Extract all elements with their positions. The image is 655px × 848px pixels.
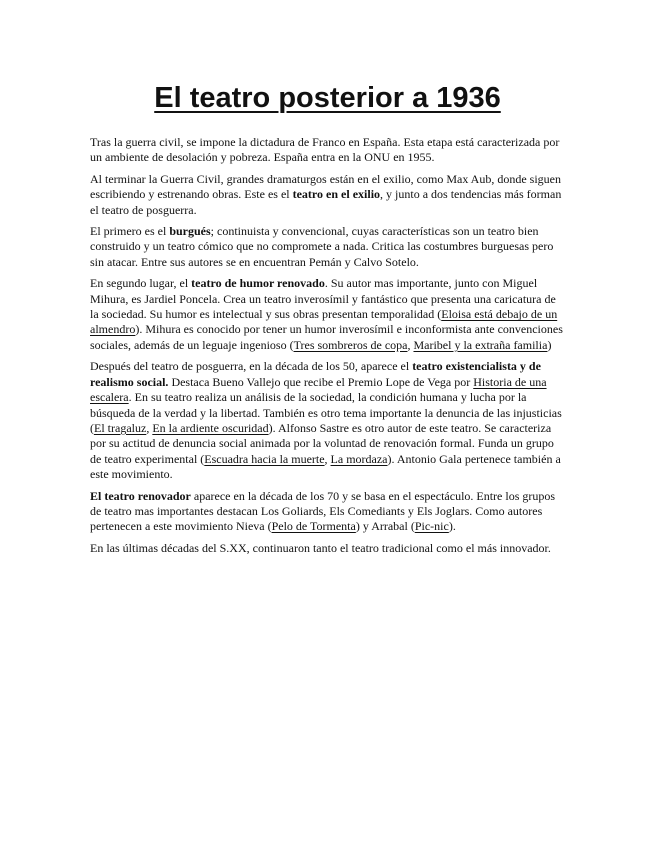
work-title: En la ardiente oscuridad [152, 420, 269, 435]
text-run: En segundo lugar, el [90, 276, 192, 291]
paragraph-1 [90, 135, 565, 166]
work-title: Eloisa está debajo de un almendro [90, 307, 558, 337]
bold-term: El teatro renovador [90, 488, 191, 503]
text-run: , [146, 420, 153, 435]
text-run: , [324, 451, 331, 466]
text-run: , y junto a dos tendencias más forman el teatro de posguerra. [90, 187, 562, 217]
paragraph-7 [90, 541, 565, 556]
bold-term: burgués [169, 224, 211, 239]
work-title: Historia de una escalera [90, 374, 547, 405]
text-run: ). Antonio Gala pertenece también a este movimiento. [90, 451, 561, 482]
text-run: , [407, 337, 414, 352]
text-run: Al terminar la Guerra Civil, grandes dramaturgos están en el exilio, como Max Aub, donde siguen escribiendo y estrenando obras. Este es el [90, 171, 561, 202]
bold-term: teatro existencialista y de realismo social. [90, 359, 541, 389]
work-title: Tres sombreros de copa [293, 337, 408, 352]
text-run: . En su teatro realiza un análisis de la sociedad, la condición humana y lucha por la búsqueda de la verdad y la libertad. También es otro tema importante la denuncia de las injusticias ( [90, 390, 562, 435]
work-title: El tragaluz [94, 420, 147, 435]
paragraph-6 [90, 489, 565, 535]
paragraph-3 [90, 224, 565, 270]
text-run: Después del teatro de posguerra, en la década de los 50, aparece el [90, 359, 413, 374]
work-title: Escuadra hacia la muerte [204, 451, 325, 466]
document-body [90, 135, 565, 562]
paragraph-2 [90, 172, 565, 218]
bold-term: teatro en el exilio [292, 187, 381, 202]
work-title: Maribel y la extraña familia [413, 337, 548, 352]
work-title: La mordaza [330, 451, 388, 466]
text-run: ). [448, 519, 456, 534]
text-run: aparece en la década de los 70 y se basa en el espectáculo. Entre los grupos de teatro mas importantes destacan Los Goliards, Els Comediants y Els Joglars. Como autores pertenecen a este movimiento Nieva ( [90, 488, 556, 534]
work-title: Pelo de Tormenta [271, 519, 356, 534]
text-run: ) y Arrabal ( [355, 519, 415, 534]
text-run: Tras la guerra civil, se impone la dictadura de Franco en España. Esta etapa está caracterizada por un ambiente de desolación y pobreza. España entra en la ONU en 1955. [90, 135, 560, 165]
bold-term: teatro de humor renovado [191, 276, 325, 291]
text-run: Destaca Bueno Vallejo que recibe el Premio Lope de Vega por [168, 374, 474, 389]
paragraph-5 [90, 359, 565, 482]
text-run: El primero es el [90, 224, 170, 239]
paragraph-4 [90, 276, 565, 353]
text-run: ). Alfonso Sastre es otro autor de este teatro. Se caracteriza por su actitud de denuncia social animada por la voluntad de renovación formal. Funda un grupo de teatro experimental ( [90, 420, 554, 466]
page-title: El teatro posterior a 1936 [154, 82, 501, 114]
text-run: ; continuista y convencional, cuyas características son un teatro bien construido y un teatro cómico que no compromete a nada. Critica las costumbres burguesas pero sin atacar. Entre sus autores se en encuentran Pemán y Calvo Sotelo. [90, 224, 554, 269]
text-run: ) [547, 337, 552, 352]
text-run: . Su autor mas importante, junto con Miguel Mihura, es Jardiel Poncela. Crea un teatro inverosímil y fantástico que presenta una caricatura de la sociedad. Su humor es intelectual y sus obras presentan temporalidad ( [90, 276, 556, 322]
text-run: ). Mihura es conocido por tener un humor inverosímil e inconformista ante convenciones sociales, además de un leguaje ingenioso ( [90, 322, 563, 352]
work-title: Pic-nic [414, 519, 449, 534]
text-run: En las últimas décadas del S.XX, continuaron tanto el teatro tradicional como el más innovador. [90, 540, 551, 555]
